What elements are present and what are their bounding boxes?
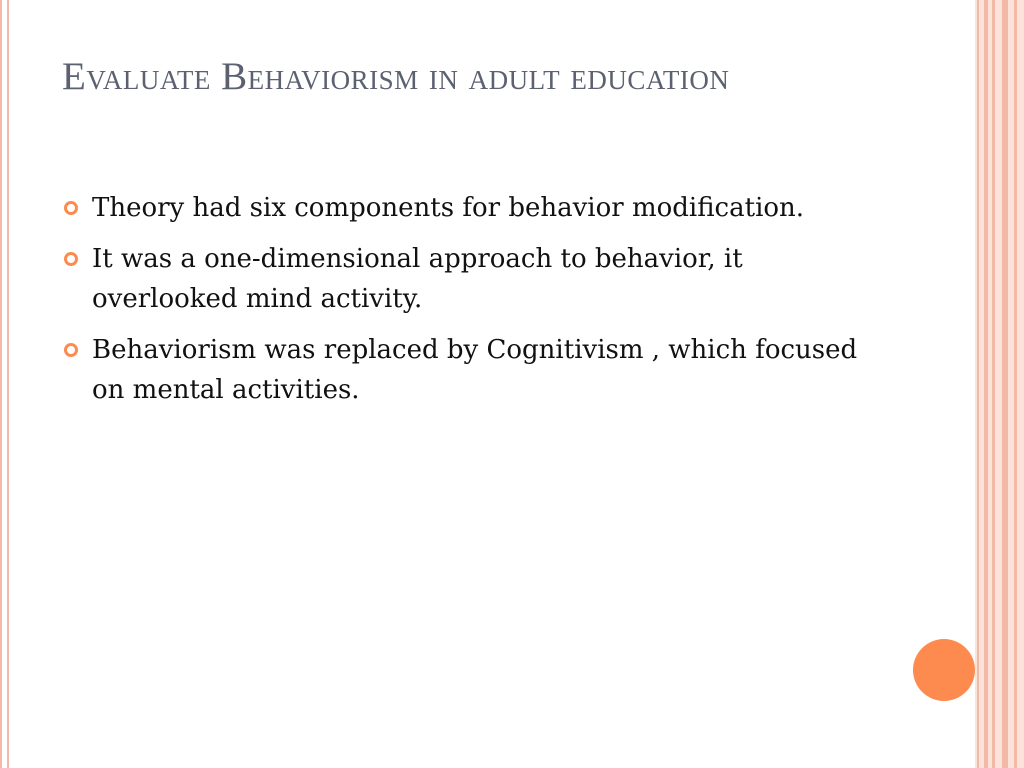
slide-title: Evaluate Behaviorism in adult education — [62, 55, 730, 98]
ring-bullet-icon — [64, 343, 78, 357]
right-stripe-line — [992, 0, 995, 768]
right-stripe-line — [977, 0, 979, 768]
right-stripe-line — [984, 0, 988, 768]
bullet-text: It was a one-dimensional approach to behavior, it overlooked mind activity. — [92, 244, 743, 314]
orange-circle-decoration — [913, 639, 975, 701]
left-border-line — [7, 0, 9, 768]
bullet-item — [64, 330, 894, 410]
bullet-item — [64, 188, 894, 228]
bullet-text: Theory had six components for behavior modification. — [92, 193, 805, 223]
bullet-item — [64, 239, 894, 319]
right-stripe-line — [1014, 0, 1017, 768]
right-stripe-line — [1002, 0, 1008, 768]
bullet-list — [64, 188, 894, 421]
ring-bullet-icon — [64, 252, 78, 266]
left-border-line — [0, 0, 2, 768]
bullet-text: Behaviorism was replaced by Cognitivism , which focused on mental activities. — [92, 335, 858, 405]
ring-bullet-icon — [64, 201, 78, 215]
